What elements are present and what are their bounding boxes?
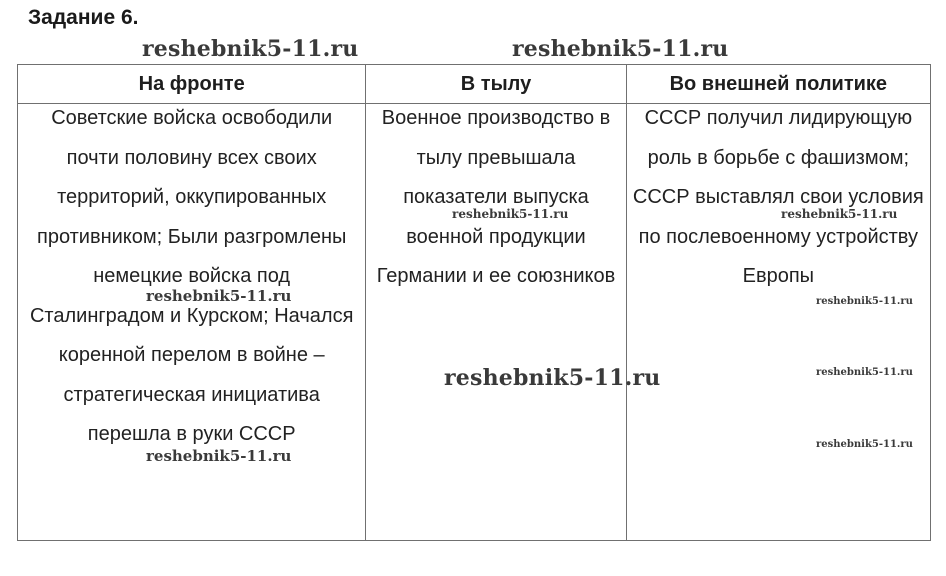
table-header-row xyxy=(18,65,931,104)
watermark: reshebnik5-11.ru xyxy=(444,365,661,391)
cell-rear-text: Военное производство в тылу превышала показатели выпуска военной продукции Германии и ее союзников xyxy=(376,107,616,287)
header-rear: В тылу xyxy=(366,65,626,104)
watermark: reshebnik5-11.ru xyxy=(142,36,359,62)
watermark: reshebnik5-11.ru xyxy=(816,439,913,450)
watermark: reshebnik5-11.ru xyxy=(512,36,729,62)
cell-front xyxy=(18,104,366,541)
cell-foreign-policy xyxy=(626,104,930,541)
watermark: reshebnik5-11.ru xyxy=(452,207,569,221)
watermark: reshebnik5-11.ru xyxy=(781,207,898,221)
cell-rear xyxy=(366,104,626,541)
watermark: reshebnik5-11.ru xyxy=(146,447,292,465)
header-foreign-policy: Во внешней политике xyxy=(626,65,930,104)
watermark: reshebnik5-11.ru xyxy=(816,296,913,307)
watermark: reshebnik5-11.ru xyxy=(816,367,913,378)
cell-front-text: Советские войска освободили почти половину всех своих территорий, оккупированных противником; Были разгромлены немецкие войска под Сталинградом и Курском; Начался коренной перелом в войне – стратегическая инициатива перешла в руки СССР xyxy=(29,107,354,445)
header-front: На фронте xyxy=(18,65,366,104)
watermark: reshebnik5-11.ru xyxy=(146,287,292,305)
cell-foreign-policy-text: СССР получил лидирующую роль в борьбе с фашизмом; СССР выставлял свои условия по послевоенному устройству Европы xyxy=(632,107,924,287)
task-title: Задание 6. xyxy=(28,6,139,29)
table-row xyxy=(18,104,931,541)
answer-table xyxy=(17,64,931,541)
